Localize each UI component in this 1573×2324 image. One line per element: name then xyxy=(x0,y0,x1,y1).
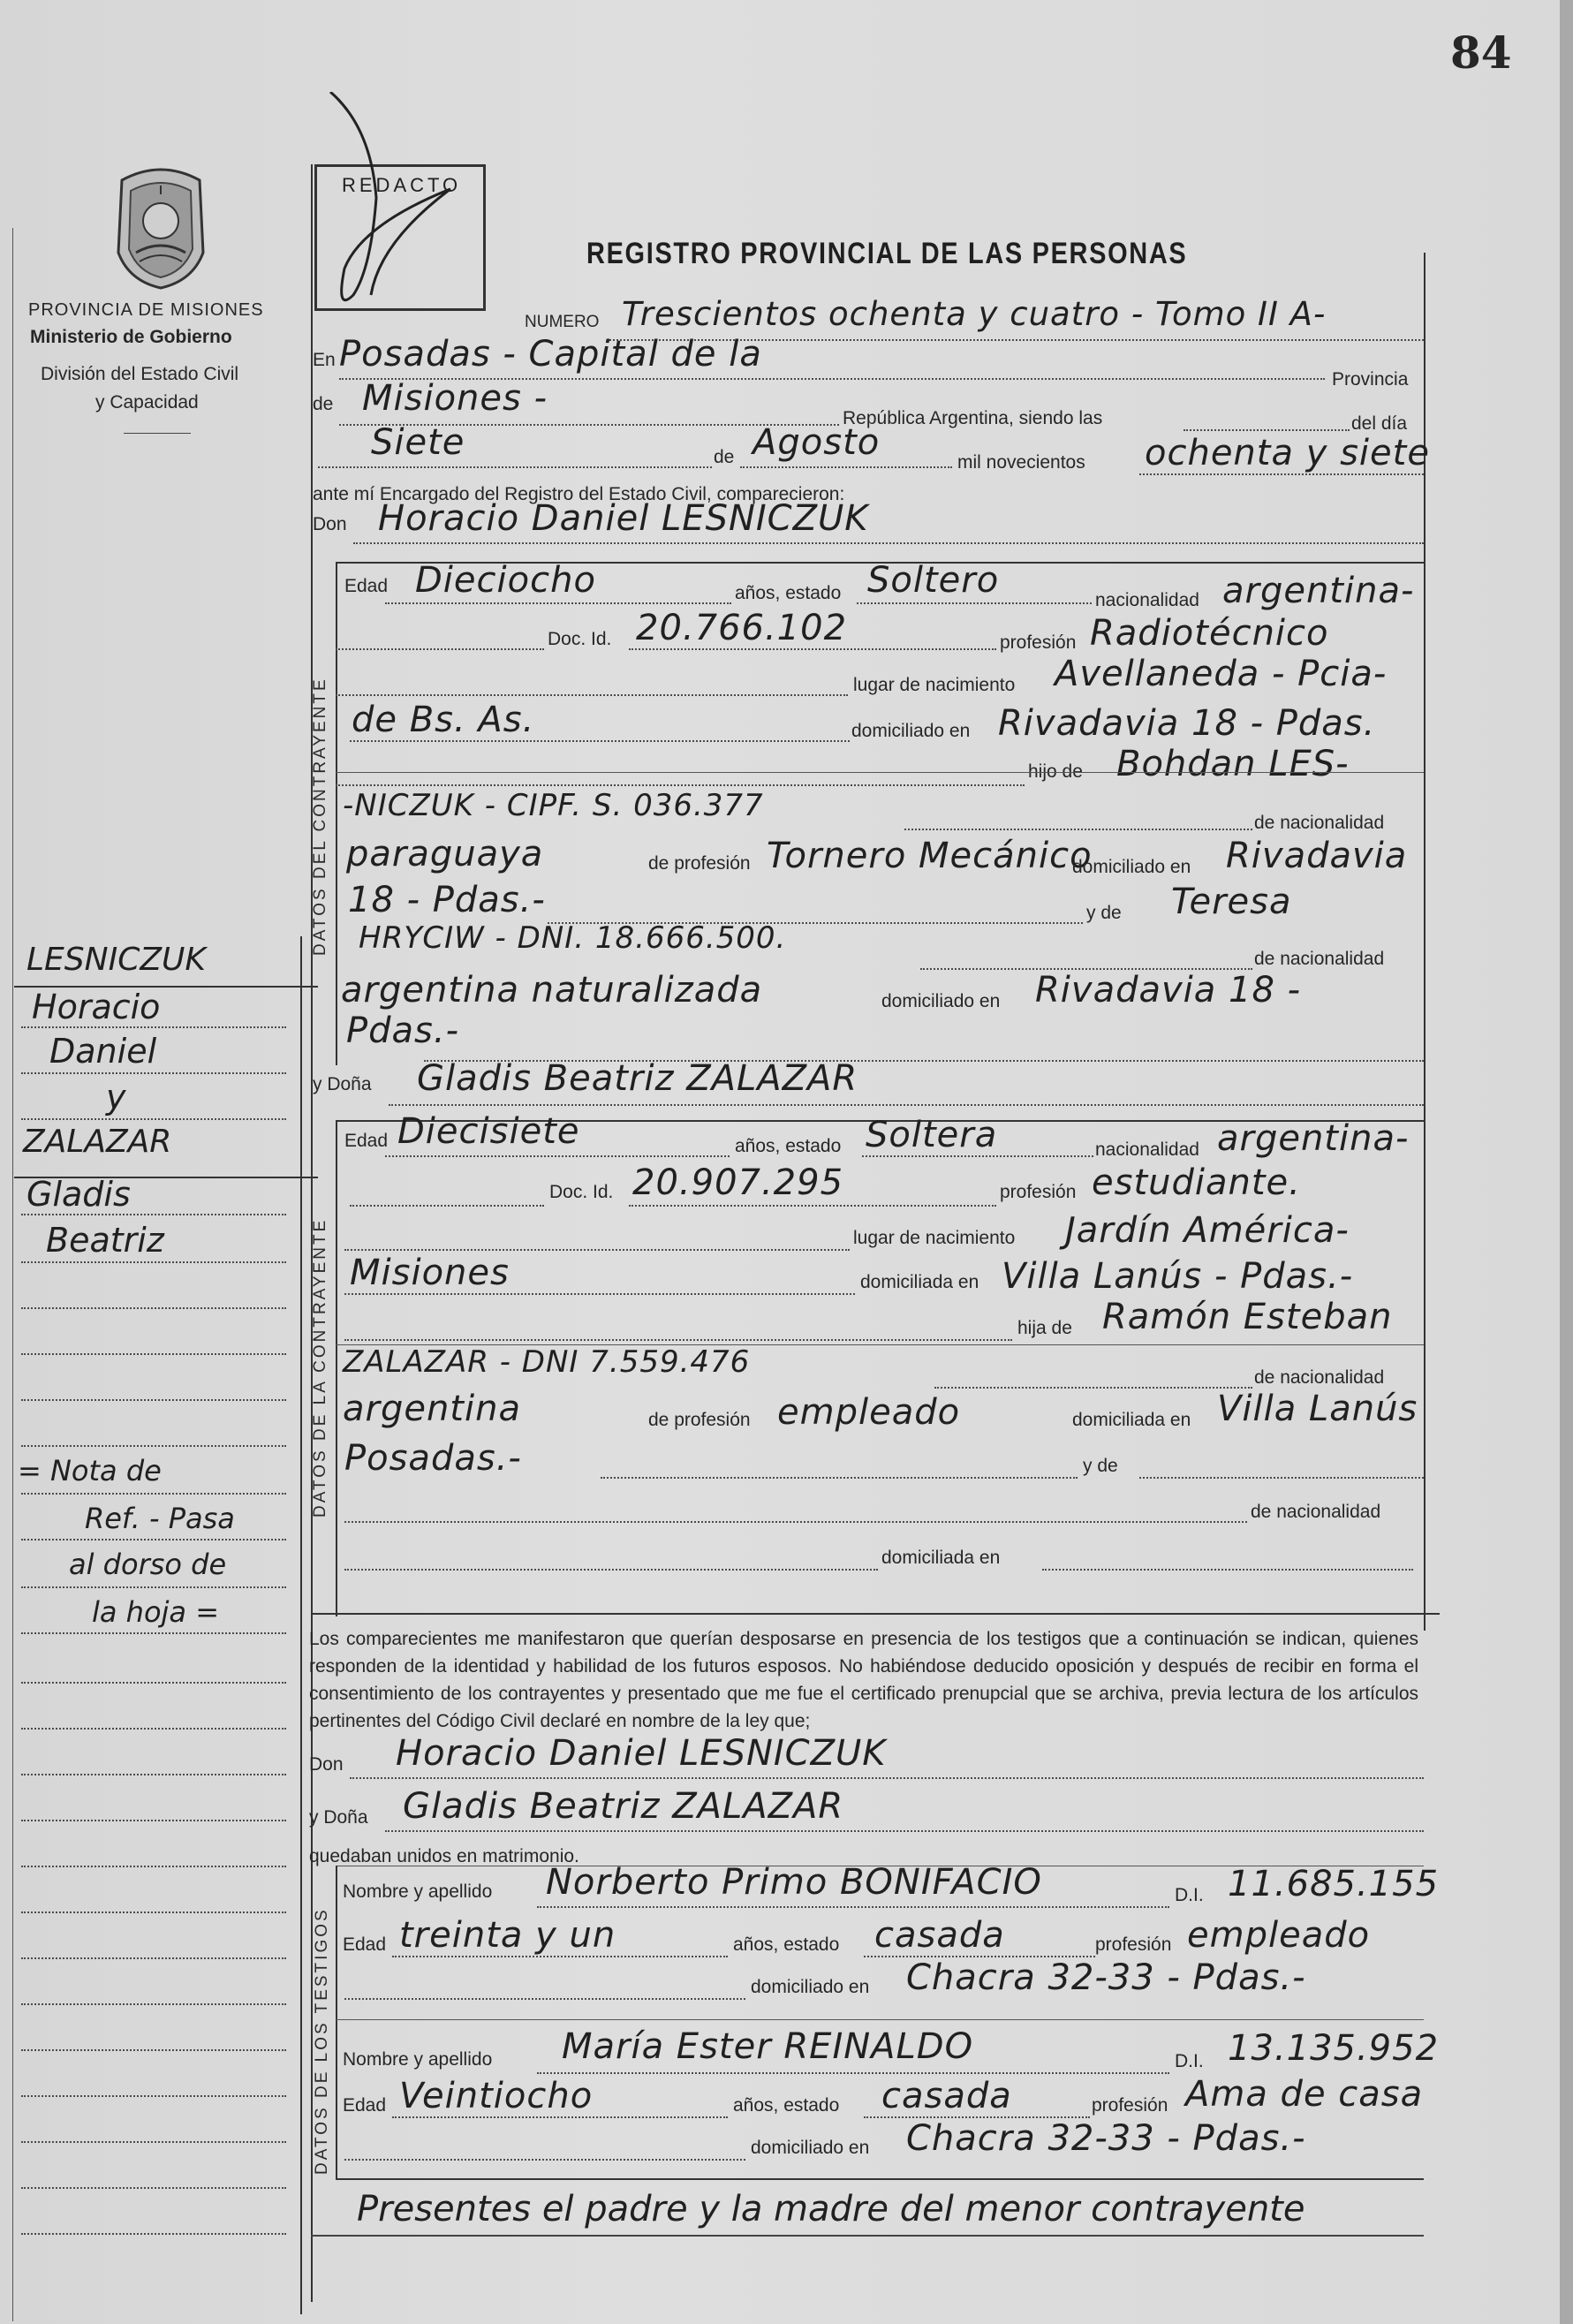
groom-lugar-pre-line xyxy=(336,694,848,696)
margin-line xyxy=(21,1026,286,1028)
groom-y-de-label: y de xyxy=(1086,903,1122,923)
provincia-label: Provincia xyxy=(1332,369,1409,390)
groom-father-dom-label: domiciliado en xyxy=(1072,857,1191,877)
groom-mother-value: Teresa xyxy=(1171,882,1292,922)
groom-lugar-label: lugar de nacimiento xyxy=(853,675,1016,695)
year-value: ochenta y siete xyxy=(1145,433,1430,473)
margin-bride-second: Beatriz xyxy=(46,1221,164,1260)
groom-father-nac-value: paraguaya xyxy=(346,834,544,874)
margin-line xyxy=(21,2049,286,2051)
margin-line xyxy=(21,1682,286,1684)
decl-dona-line xyxy=(385,1830,1424,1832)
w2-nombre-label: Nombre y apellido xyxy=(343,2049,493,2070)
bride-father-nac-label: de nacionalidad xyxy=(1254,1367,1385,1388)
w1-prof-value: empleado xyxy=(1187,1915,1371,1956)
bride-father-value-2: ZALAZAR - DNI 7.559.476 xyxy=(343,1344,751,1380)
en-value: Posadas - Capital de la xyxy=(339,334,762,375)
w2-dom-label: domiciliado en xyxy=(751,2138,870,2158)
margin-column-rule xyxy=(300,936,302,2314)
w2-edad-line xyxy=(392,2116,728,2118)
groom-doc-line xyxy=(629,648,996,650)
de2-label: de xyxy=(714,447,735,467)
year-line xyxy=(1139,473,1424,475)
w2-prof-label: profesión xyxy=(1092,2095,1168,2116)
province-name: PROVINCIA DE MISIONES xyxy=(28,300,264,320)
groom-estado-value: Soltero xyxy=(867,560,1000,601)
groom-nac-value: argentina- xyxy=(1222,571,1415,611)
margin-bride-surname: ZALAZAR xyxy=(23,1124,172,1160)
margin-line xyxy=(21,1353,286,1355)
margin-line xyxy=(21,2003,286,2005)
bride-prof-value: estudiante. xyxy=(1092,1162,1301,1203)
header-divider xyxy=(124,433,191,434)
groom-nac-label: nacionalidad xyxy=(1095,590,1199,610)
decl-quedaban: quedaban unidos en matrimonio. xyxy=(309,1846,579,1866)
signature-scribble xyxy=(318,92,495,357)
margin-line xyxy=(21,1911,286,1913)
groom-father-value-2: -NICZUK - CIPF. S. 036.377 xyxy=(343,788,764,823)
margin-conj: y xyxy=(106,1078,126,1117)
bride-mother-dom-label: domiciliada en xyxy=(881,1548,1001,1568)
groom-doc-pre-line xyxy=(336,648,544,650)
decl-don-value: Horacio Daniel LESNICZUK xyxy=(396,1733,887,1774)
groom-edad-value: Dieciocho xyxy=(415,560,596,601)
witness-section-label: DATOS DE LOS TESTIGOS xyxy=(313,1907,331,2175)
margin-groom-first: Horacio xyxy=(32,988,161,1026)
bride-edad-label: Edad xyxy=(344,1131,389,1151)
groom-mother-dom-value-2: Pdas.- xyxy=(346,1011,460,1051)
bride-doc-label: Doc. Id. xyxy=(549,1182,614,1202)
bride-dom-label: domiciliada en xyxy=(860,1272,979,1292)
margin-line xyxy=(21,2187,286,2189)
witness-divider xyxy=(336,2019,1424,2020)
w1-estado-value: casada xyxy=(874,1915,1005,1956)
groom-prof-value: Radiotécnico xyxy=(1090,613,1329,654)
w1-prof-label: profesión xyxy=(1095,1934,1172,1955)
groom-father-dom-value: Rivadavia xyxy=(1226,836,1408,876)
bride-anos-label: años, estado xyxy=(735,1136,842,1156)
closing-note: Presentes el padre y la madre del menor contrayente xyxy=(357,2189,1305,2229)
groom-prof-label: profesión xyxy=(1000,632,1077,653)
bride-edad-value: Diecisiete xyxy=(397,1111,580,1152)
bride-doc-line xyxy=(629,1205,996,1207)
bride-y-de-pre-line xyxy=(601,1477,1078,1479)
groom-edad-line xyxy=(385,602,731,604)
bride-box-left xyxy=(336,1120,337,1616)
bride-box-bottom xyxy=(311,1613,1440,1615)
de-label: de xyxy=(313,394,334,414)
groom-mother-dom-value: Rivadavia 18 - xyxy=(1035,970,1302,1011)
bride-father-nac-line xyxy=(934,1387,1252,1389)
margin-line xyxy=(21,1118,286,1120)
bride-hija-pre-line xyxy=(344,1339,1012,1341)
margin-line xyxy=(21,1072,286,1074)
w1-dom-value: Chacra 32-33 - Pdas.- xyxy=(906,1957,1306,1998)
bride-prof-label: profesión xyxy=(1000,1182,1077,1202)
groom-dom-label: domiciliado en xyxy=(851,721,971,741)
provincial-seal-icon xyxy=(104,164,217,290)
margin-line xyxy=(21,1866,286,1867)
w1-di-label: D.I. xyxy=(1175,1885,1204,1905)
bride-edad-line xyxy=(385,1155,730,1157)
hours-line xyxy=(1184,429,1350,431)
bride-mother-2-line xyxy=(344,1521,1247,1523)
bride-lugar-pre-line xyxy=(344,1249,850,1251)
w2-di-value: 13.135.952 xyxy=(1228,2028,1440,2069)
groom-divider xyxy=(336,772,1424,773)
month-value: Agosto xyxy=(752,422,881,463)
bride-father-dom-label: domiciliada en xyxy=(1072,1410,1191,1430)
bride-lugar-label: lugar de nacimiento xyxy=(853,1228,1016,1248)
margin-line xyxy=(21,1957,286,1959)
bride-lugar2-line xyxy=(344,1293,855,1295)
document-title: REGISTRO PROVINCIAL DE LAS PERSONAS xyxy=(586,237,1188,270)
groom-lugar-value-2: de Bs. As. xyxy=(352,700,535,740)
margin-line xyxy=(21,1632,286,1634)
bride-father-prof-value: empleado xyxy=(777,1392,961,1433)
groom-mother-nac-value: argentina naturalizada xyxy=(341,970,763,1011)
groom-father-prof-label: de profesión xyxy=(648,853,751,874)
margin-line xyxy=(21,2095,286,2097)
bride-lugar-value-2: Misiones xyxy=(350,1253,510,1293)
day-value: Siete xyxy=(371,422,465,463)
margin-groom-surname: LESNICZUK xyxy=(26,942,206,978)
don-value: Horacio Daniel LESNICZUK xyxy=(378,498,869,539)
groom-mother-value-2: HRYCIW - DNI. 18.666.500. xyxy=(359,920,787,956)
bride-nac-value: argentina- xyxy=(1217,1118,1410,1159)
declaration-text: Los comparecientes me manifestaron que querían desposarse en presencia de los testigos que a continuación se indican, quienes responden de la identidad y habilidad de los futuros esposos. No habiéndose deducido oposición y después de recibir en forma el consentimiento de los contrayentes y presentado que me fue el certificado prenupcial que se archiva, previa lectura de los artículos pertinentes del Código Civil declaré en nombre de la ley que; xyxy=(309,1629,1418,1731)
bride-y-dona-label: y Doña xyxy=(313,1074,372,1094)
bride-section-label: DATOS DE LA CONTRAYENTE xyxy=(311,1217,329,1518)
witness-box-bottom xyxy=(336,2178,1424,2180)
bride-father-prof-label: de profesión xyxy=(648,1410,751,1430)
w1-nombre-line xyxy=(537,1906,1169,1908)
w2-edad-value: Veintiocho xyxy=(399,2076,594,2116)
w2-dom-value: Chacra 32-33 - Pdas.- xyxy=(906,2118,1306,2159)
day-line xyxy=(318,466,712,468)
numero-label: NUMERO xyxy=(525,313,600,331)
margin-note-4: la hoja = xyxy=(92,1595,220,1629)
decl-don-label: Don xyxy=(309,1754,344,1775)
margin-line xyxy=(21,1261,286,1263)
groom-father-value: Bohdan LES- xyxy=(1116,744,1350,784)
w1-edad-label: Edad xyxy=(343,1934,387,1955)
w1-nombre-value: Norberto Primo BONIFACIO xyxy=(546,1862,1042,1903)
margin-line xyxy=(21,1586,286,1588)
margin-line xyxy=(21,2233,286,2235)
groom-father-nac-line xyxy=(904,829,1252,830)
bride-dom-value: Villa Lanús - Pdas.- xyxy=(1002,1256,1354,1297)
w2-nombre-line xyxy=(537,2072,1169,2074)
margin-note-1: = Nota de xyxy=(18,1454,162,1488)
ministry-name: Ministerio de Gobierno xyxy=(30,327,232,347)
groom-doc-value: 20.766.102 xyxy=(636,608,848,648)
bride-father-dom-value: Villa Lanús xyxy=(1217,1389,1418,1429)
w1-nombre-label: Nombre y apellido xyxy=(343,1881,493,1902)
redacto-label: REDACTO xyxy=(342,174,462,196)
margin-line xyxy=(21,1493,286,1495)
margin-line xyxy=(21,1539,286,1541)
groom-hijo-label: hijo de xyxy=(1028,761,1083,782)
margin-groom-second: Daniel xyxy=(49,1032,157,1071)
bride-name-value: Gladis Beatriz ZALAZAR xyxy=(417,1058,858,1099)
del-dia-label: del día xyxy=(1351,413,1408,434)
decl-don-line xyxy=(350,1777,1424,1779)
left-column-rule xyxy=(12,228,13,2321)
mil-label: mil novecientos xyxy=(957,452,1085,473)
w2-nombre-value: María Ester REINALDO xyxy=(562,2026,974,2067)
w2-estado-value: casada xyxy=(881,2076,1012,2116)
margin-note-3: al dorso de xyxy=(69,1548,227,1581)
don-line xyxy=(353,542,1424,544)
republica-label: República Argentina, siendo las xyxy=(843,408,1103,428)
w1-edad-line xyxy=(392,1956,728,1957)
bride-mother-dom-line xyxy=(1042,1569,1413,1571)
groom-lugar2-line xyxy=(350,740,850,742)
w2-edad-label: Edad xyxy=(343,2095,387,2116)
month-line xyxy=(740,466,952,468)
bride-lugar-value: Jardín América- xyxy=(1065,1210,1350,1251)
groom-dom-value: Rivadavia 18 - Pdas. xyxy=(998,703,1376,744)
w1-di-value: 11.685.155 xyxy=(1228,1864,1440,1904)
bride-estado-value: Soltera xyxy=(866,1115,998,1155)
groom-anos-label: años, estado xyxy=(735,583,842,603)
margin-bride-first: Gladis xyxy=(26,1175,131,1214)
en-label: En xyxy=(313,350,336,370)
margin-line xyxy=(21,1728,286,1730)
division-line-1: División del Estado Civil xyxy=(41,364,239,384)
margin-line xyxy=(21,1399,286,1401)
bride-father-dom-value-2: Posadas.- xyxy=(344,1438,522,1479)
bride-y-de-label: y de xyxy=(1083,1456,1118,1476)
groom-edad-label: Edad xyxy=(344,576,389,596)
don-label: Don xyxy=(313,514,347,534)
division-line-2: y Capacidad xyxy=(95,392,199,413)
margin-line xyxy=(21,1214,286,1215)
margin-note-2: Ref. - Pasa xyxy=(85,1502,235,1535)
ante-label: ante mí Encargado del Registro del Estado Civil, comparecieron: xyxy=(313,484,845,504)
w2-dom-pre-line xyxy=(344,2159,745,2161)
numero-value: Trescientos ochenta y cuatro - Tomo II A- xyxy=(622,295,1327,333)
groom-father-dom-value-2: 18 - Pdas.- xyxy=(348,880,546,920)
groom-father-prof-value: Tornero Mecánico xyxy=(767,836,1093,876)
bride-hija-label: hija de xyxy=(1017,1318,1072,1338)
groom-estado-line xyxy=(857,602,1092,604)
w2-anos-label: años, estado xyxy=(733,2095,840,2116)
bride-mother-nac-label: de nacionalidad xyxy=(1251,1502,1381,1522)
bride-doc-value: 20.907.295 xyxy=(632,1162,844,1203)
groom-section-label: DATOS DEL CONTRAYENTE xyxy=(311,677,329,956)
groom-mother-nac-label: de nacionalidad xyxy=(1254,949,1385,969)
margin-line xyxy=(21,1820,286,1821)
decl-dona-label: y Doña xyxy=(309,1807,368,1828)
w1-dom-label: domiciliado en xyxy=(751,1977,870,1997)
bride-mother-line xyxy=(1139,1477,1424,1479)
margin-line xyxy=(21,1445,286,1447)
groom-mother-dom-label: domiciliado en xyxy=(881,991,1001,1011)
decl-dona-value: Gladis Beatriz ZALAZAR xyxy=(403,1786,844,1827)
w1-edad-value: treinta y un xyxy=(399,1915,616,1956)
bride-father-nac-value: argentina xyxy=(343,1389,521,1429)
groom-doc-label: Doc. Id. xyxy=(548,629,612,649)
closing-underline xyxy=(311,2235,1424,2237)
bride-name-line xyxy=(389,1104,1424,1106)
w1-dom-pre-line xyxy=(344,1998,745,2000)
bride-doc-pre-line xyxy=(350,1205,544,1207)
groom-father-nac-label: de nacionalidad xyxy=(1254,813,1385,833)
de-value: Misiones - xyxy=(362,378,548,419)
w2-di-label: D.I. xyxy=(1175,2051,1204,2071)
groom-lugar-value: Avellaneda - Pcia- xyxy=(1055,654,1388,694)
groom-hijo-pre-line xyxy=(336,784,1025,786)
bride-nac-label: nacionalidad xyxy=(1095,1139,1199,1160)
bride-mother-dom-pre-line xyxy=(344,1569,878,1571)
groom-box-left xyxy=(336,562,337,1065)
witness-box-left xyxy=(336,1866,337,2180)
w2-prof-value: Ama de casa xyxy=(1185,2074,1424,2115)
page-number: 84 xyxy=(1450,26,1512,79)
margin-line xyxy=(21,1774,286,1775)
bride-estado-line xyxy=(862,1155,1093,1157)
bride-father-value: Ramón Esteban xyxy=(1102,1297,1393,1337)
margin-line xyxy=(21,2141,286,2143)
w1-anos-label: años, estado xyxy=(733,1934,840,1955)
margin-line xyxy=(21,1307,286,1309)
